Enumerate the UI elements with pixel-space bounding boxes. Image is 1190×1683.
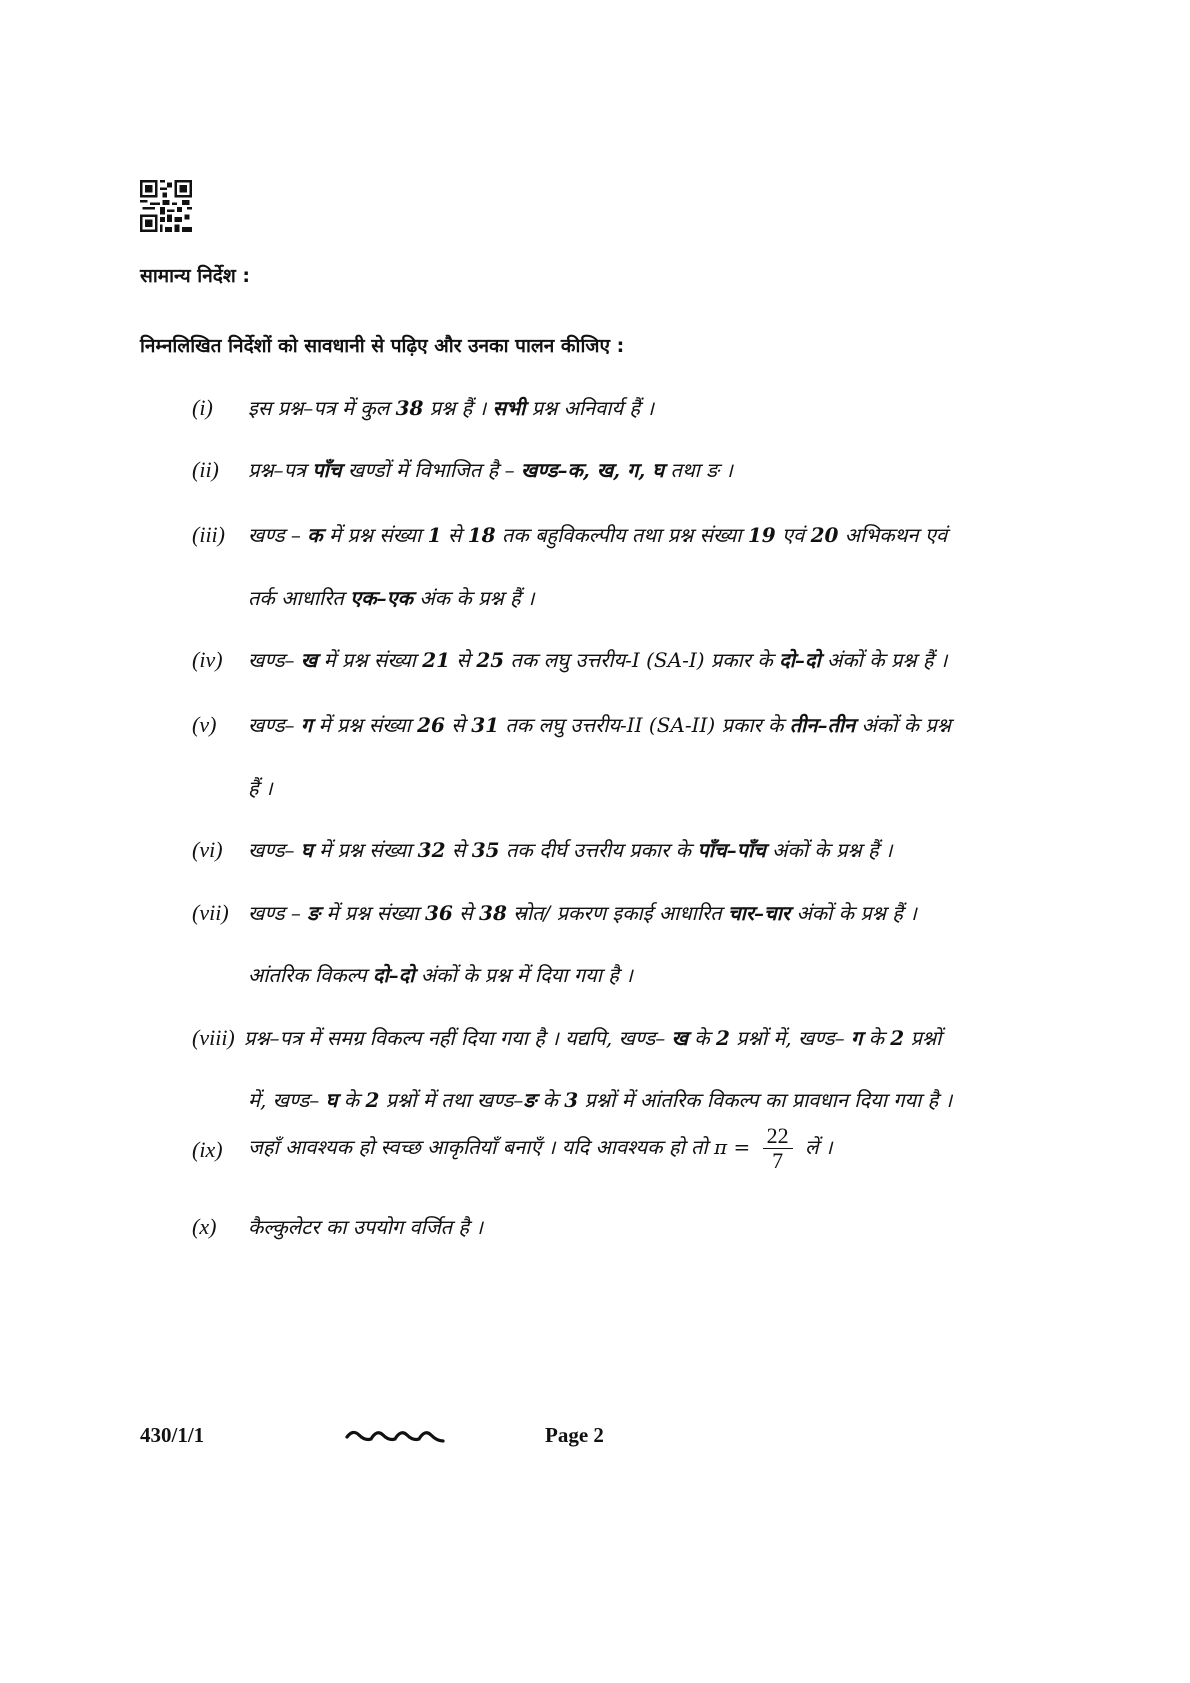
item-number: (vii) <box>192 900 229 925</box>
item-number: (i) <box>192 395 213 420</box>
item-number: (ii) <box>192 457 219 482</box>
item-number: (vi) <box>192 837 223 862</box>
item-text-continued: हैं । <box>248 776 273 800</box>
item-number: (iii) <box>192 522 225 547</box>
item-number: (x) <box>192 1214 217 1239</box>
item-number: (viii) <box>192 1025 235 1050</box>
item-text: खण्ड – क में प्रश्न संख्या 1 से 18 तक बहुविकल्पीय तथा प्रश्न संख्या 19 एवं 20 अभिकथन एवं <box>248 523 948 547</box>
item-text: खण्ड – ङ में प्रश्न संख्या 36 से 38 स्रोत/ प्रकरण इकाई आधारित चार–चार अंकों के प्रश्न हैं । <box>248 901 917 925</box>
read-carefully-heading: निम्नलिखित निर्देशों को सावधानी से पढ़िए और उनका पालन कीजिए : <box>140 335 625 357</box>
item-text: जहाँ आवश्यक हो स्वच्छ आकृतियाँ बनाएँ । यदि आवश्यक हो तो π = $\frac{22}{7}$ लें । <box>248 1123 833 1173</box>
item-text-continued: में, खण्ड– घ के 2 प्रश्नों में तथा खण्ड–ङ के 3 प्रश्नों में आंतरिक विकल्प का प्रावधान दिया गया है । <box>248 1088 953 1112</box>
item-text: प्रश्न–पत्र में समग्र विकल्प नहीं दिया गया है । यद्यपि, खण्ड– ख के 2 प्रश्नों में, खण्ड– ग के 2 प्रश्नों <box>244 1026 942 1050</box>
wave-ornament-icon <box>345 1427 445 1447</box>
item-text-continued: आंतरिक विकल्प दो–दो अंकों के प्रश्न में दिया गया है । <box>248 963 633 987</box>
item-number: (iv) <box>192 647 223 672</box>
item-number: (ix) <box>192 1137 223 1162</box>
item-text: खण्ड– ख में प्रश्न संख्या 21 से 25 तक लघु उत्तरीय-I (SA-I) प्रकार के दो–दो अंकों के प्रश्न हैं । <box>248 648 948 672</box>
qr-code-icon <box>140 180 192 232</box>
item-text: कैल्कुलेटर का उपयोग वर्जित है । <box>248 1215 483 1239</box>
item-text: खण्ड– ग में प्रश्न संख्या 26 से 31 तक लघु उत्तरीय-II (SA-II) प्रकार के तीन–तीन अंकों के प्रश्न <box>248 713 951 737</box>
item-text-continued: तर्क आधारित एक–एक अंक के प्रश्न हैं । <box>248 586 535 610</box>
paper-code: 430/1/1 <box>140 1423 205 1447</box>
item-text: इस प्रश्न–पत्र में कुल 38 प्रश्न हैं । सभी प्रश्न अनिवार्य हैं । <box>248 396 654 420</box>
item-number: (v) <box>192 712 217 737</box>
item-text: खण्ड– घ में प्रश्न संख्या 32 से 35 तक दीर्घ उत्तरीय प्रकार के पाँच–पाँच अंकों के प्रश्न हैं । <box>248 838 893 862</box>
pi-fraction: $\frac{22}{7}$ <box>763 1124 793 1173</box>
general-instructions-heading: सामान्य निर्देश : <box>140 265 250 287</box>
page-number: Page 2 <box>545 1423 604 1447</box>
item-text: प्रश्न–पत्र पाँच खण्डों में विभाजित है – खण्ड–क, ख, ग, घ तथा ङ । <box>248 458 733 482</box>
